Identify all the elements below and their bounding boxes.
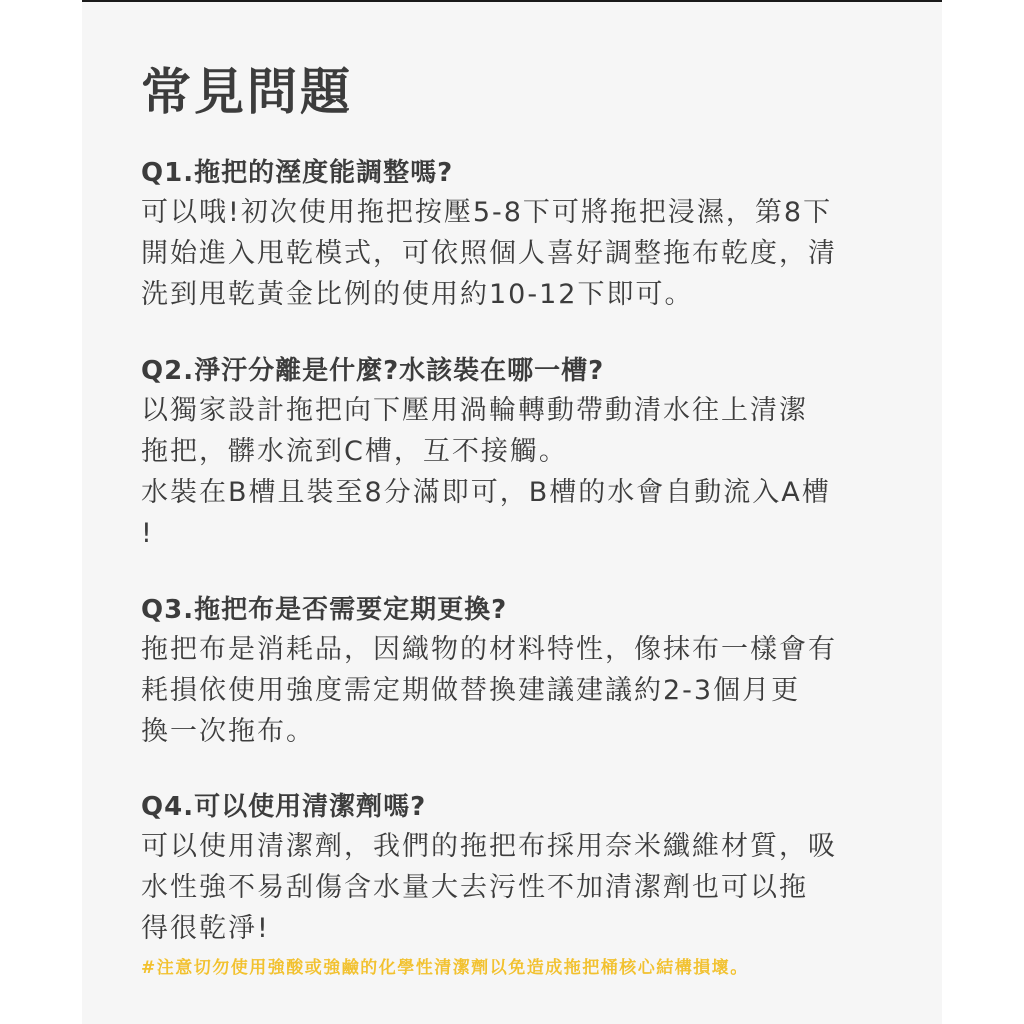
faq-answer-4 [141,826,837,949]
answer-line: 換一次拖布。 [141,716,315,747]
answer-line: 開始進入甩乾模式，可依照個人喜好調整拖布乾度，清 [141,238,837,269]
faq-answer-2 [141,390,831,554]
answer-line: 耗損依使用強度需定期做替換建議建議約2-3個月更 [141,675,801,706]
answer-line: 得很乾淨! [141,913,270,944]
answer-line: 水裝在B槽且裝至8分滿即可，B槽的水會自動流入A槽 [141,477,831,508]
faq-answer-3 [141,629,837,752]
faq-question-3: Q3.拖把布是否需要定期更換? [141,595,508,625]
faq-question-2: Q2.淨汙分離是什麼?水該裝在哪一槽? [141,356,605,386]
faq-question-4: Q4.可以使用清潔劑嗎? [141,792,427,822]
answer-line: 拖把，髒水流到C槽，互不接觸。 [141,436,568,467]
answer-line: 可以哦!初次使用拖把按壓5-8下可將拖把浸濕，第8下 [141,197,833,228]
faq-answer-1 [141,192,837,315]
caution-note: #注意切勿使用強酸或強鹼的化學性清潔劑以免造成拖把桶核心結構損壞。 [141,958,749,978]
page-title: 常見問題 [141,63,353,121]
answer-line: ! [141,518,154,549]
answer-line: 洗到甩乾黃金比例的使用約10-12下即可。 [141,279,694,310]
answer-line: 拖把布是消耗品，因織物的材料特性，像抹布一樣會有 [141,634,837,665]
answer-line: 水性強不易刮傷含水量大去污性不加清潔劑也可以拖 [141,872,808,903]
faq-question-1: Q1.拖把的溼度能調整嗎? [141,158,454,188]
answer-line: 以獨家設計拖把向下壓用渦輪轉動帶動清水往上清潔 [141,395,808,426]
answer-line: 可以使用清潔劑，我們的拖把布採用奈米纖維材質，吸 [141,831,837,862]
